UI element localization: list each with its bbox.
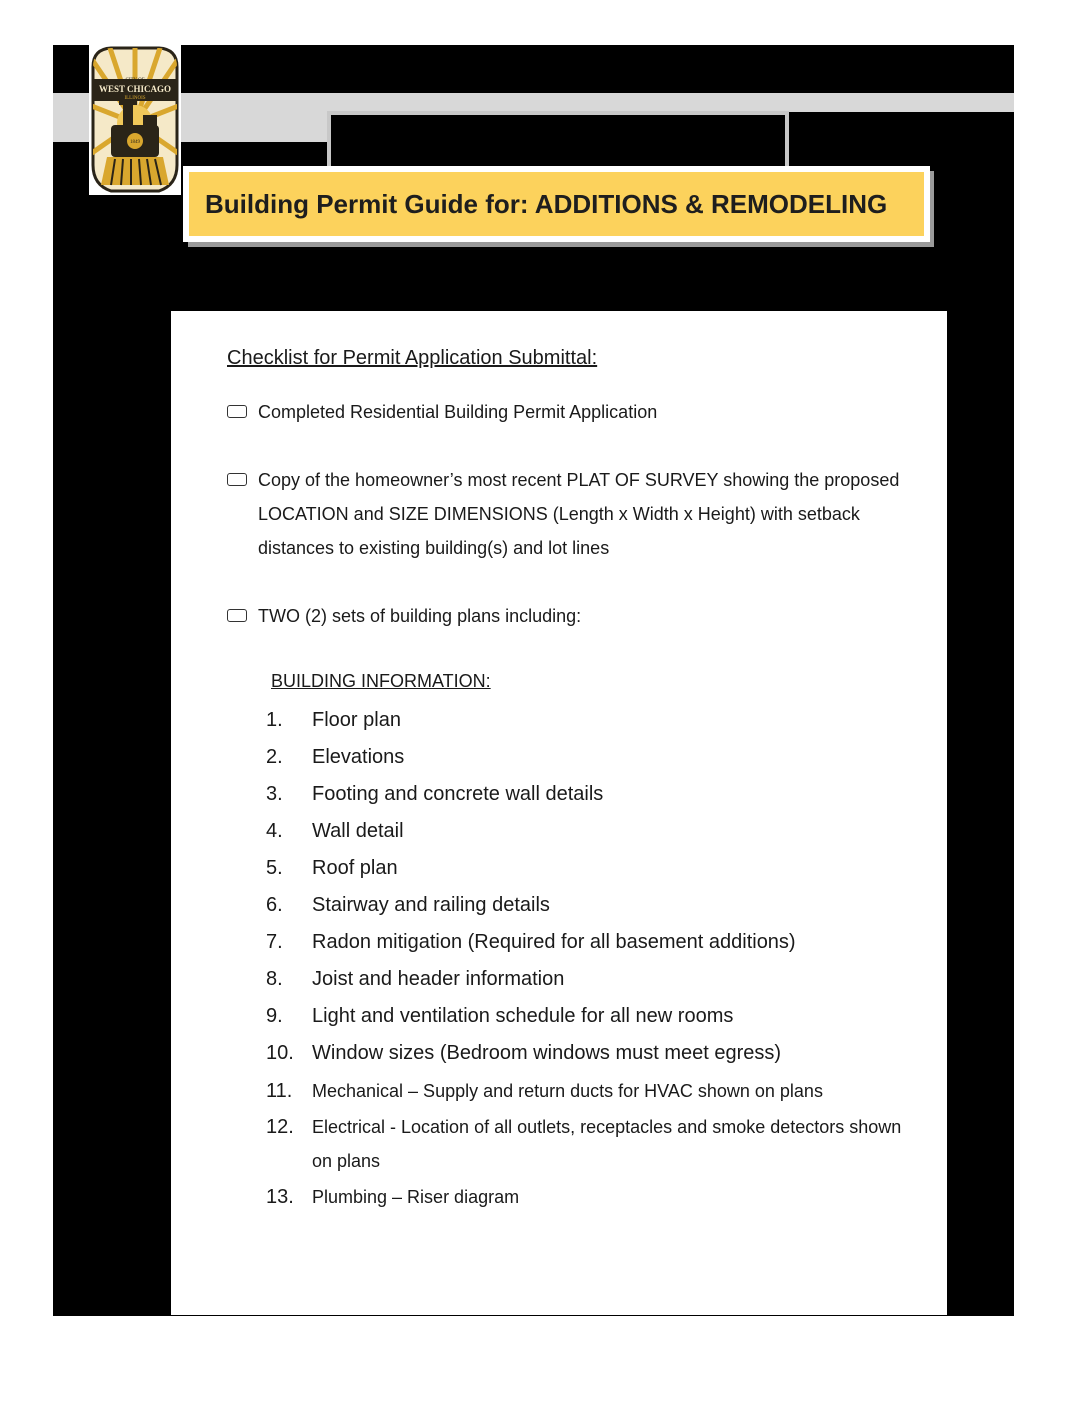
checklist-heading: Checklist for Permit Application Submittal: bbox=[227, 347, 598, 369]
list-item-text: Roof plan bbox=[312, 857, 398, 879]
list-item-number: 1. bbox=[266, 709, 283, 731]
list-item bbox=[266, 924, 916, 961]
list-item-text: Electrical - Location of all outlets, receptacles and smoke detectors shown on plans bbox=[312, 1117, 902, 1171]
list-item bbox=[266, 961, 916, 998]
list-item-number: 9. bbox=[266, 1005, 283, 1027]
list-item-text: Joist and header information bbox=[312, 968, 565, 990]
list-item bbox=[266, 813, 916, 850]
building-information-list bbox=[266, 702, 916, 1214]
list-item-number: 3. bbox=[266, 783, 283, 805]
list-item-text: Plumbing – Riser diagram bbox=[312, 1187, 520, 1207]
list-item-text: Window sizes (Bedroom windows must meet egress) bbox=[312, 1042, 782, 1064]
list-item-number: 12. bbox=[266, 1116, 294, 1138]
list-item bbox=[266, 1110, 916, 1178]
title-banner bbox=[183, 166, 930, 242]
list-item-number: 5. bbox=[266, 857, 283, 879]
list-item bbox=[266, 776, 916, 813]
list-item-text: Stairway and railing details bbox=[312, 894, 550, 916]
list-item bbox=[266, 998, 916, 1035]
checklist-item bbox=[227, 395, 917, 429]
checklist-item bbox=[227, 463, 917, 565]
list-item-number: 7. bbox=[266, 931, 283, 953]
list-item-number: 4. bbox=[266, 820, 283, 842]
list-item-number: 6. bbox=[266, 894, 283, 916]
list-item bbox=[266, 887, 916, 924]
list-item-number: 11. bbox=[266, 1080, 293, 1102]
checkbox[interactable] bbox=[227, 405, 247, 418]
list-item-text: Radon mitigation (Required for all basement additions) bbox=[312, 931, 796, 953]
header-gray-band bbox=[180, 93, 1014, 112]
page-title: Building Permit Guide for: ADDITIONS & REMODELING bbox=[189, 172, 924, 236]
list-item bbox=[266, 1074, 916, 1108]
list-item-text: Mechanical – Supply and return ducts for HVAC shown on plans bbox=[312, 1081, 823, 1101]
checklist-item-text: Completed Residential Building Permit Application bbox=[258, 402, 658, 422]
checkbox[interactable] bbox=[227, 609, 247, 622]
city-seal-icon bbox=[89, 45, 181, 195]
svg-text:1849: 1849 bbox=[130, 140, 140, 145]
svg-text:ILLINOIS: ILLINOIS bbox=[124, 96, 146, 101]
checklist-item bbox=[227, 599, 917, 633]
checklist-item-text: TWO (2) sets of building plans including: bbox=[258, 606, 582, 626]
list-item-number: 13. bbox=[266, 1186, 294, 1208]
list-item-text: Light and ventilation schedule for all new rooms bbox=[312, 1005, 734, 1027]
list-item-text: Wall detail bbox=[312, 820, 404, 842]
building-information-heading: BUILDING INFORMATION: bbox=[271, 671, 491, 691]
checkbox[interactable] bbox=[227, 473, 247, 486]
list-item-number: 8. bbox=[266, 968, 283, 990]
list-item bbox=[266, 1180, 916, 1214]
list-item bbox=[266, 1035, 916, 1072]
header-gray-band-middle bbox=[180, 112, 327, 142]
checklist-item-text: Copy of the homeowner’s most recent PLAT OF SURVEY showing the proposed LOCATION and SIZE DIMENSIONS (Length x Width x Height) with setback distances to existing building(s) and lot lines bbox=[258, 470, 900, 558]
list-item bbox=[266, 702, 916, 739]
list-item-text: Floor plan bbox=[312, 709, 401, 731]
list-item-text: Elevations bbox=[312, 746, 405, 768]
list-item bbox=[266, 739, 916, 776]
list-item-text: Footing and concrete wall details bbox=[312, 783, 604, 805]
list-item-number: 2. bbox=[266, 746, 283, 768]
svg-text:CITY OF: CITY OF bbox=[125, 78, 145, 83]
list-item-number: 10. bbox=[266, 1042, 294, 1064]
header-dark-box bbox=[327, 111, 789, 166]
city-logo bbox=[89, 45, 181, 195]
list-item bbox=[266, 850, 916, 887]
header-gray-band-left bbox=[53, 93, 91, 142]
svg-text:WEST CHICAGO: WEST CHICAGO bbox=[98, 84, 172, 94]
